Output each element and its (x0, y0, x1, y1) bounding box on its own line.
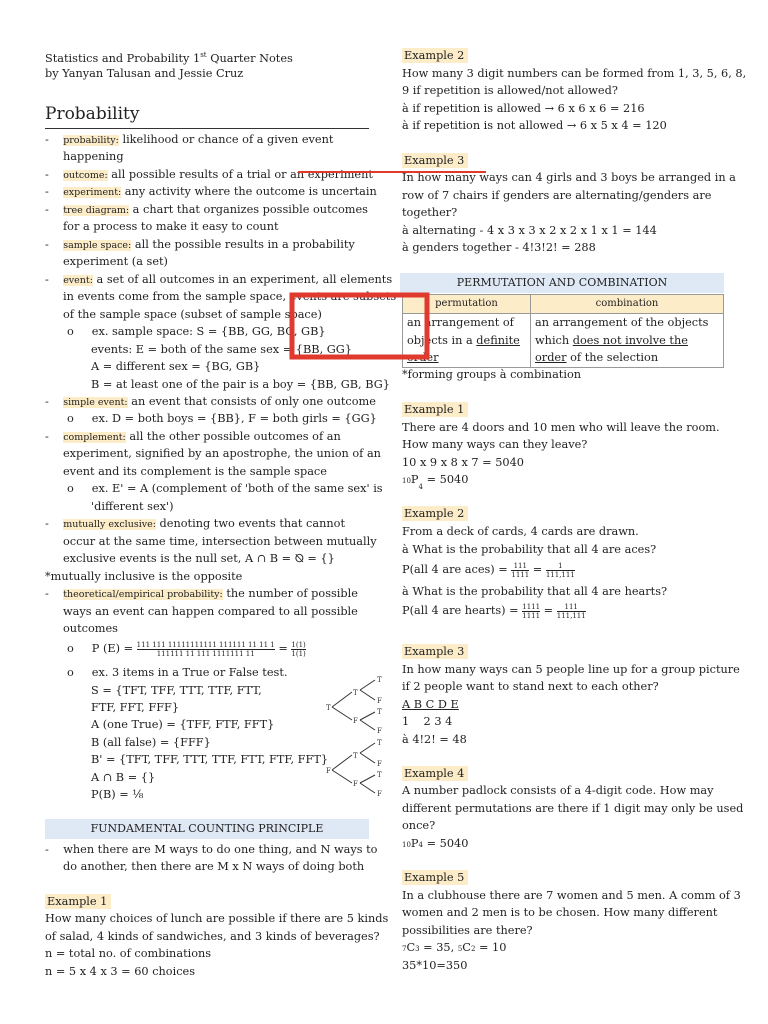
event-example-3: A = different sex = {BG, GB} (91, 360, 261, 373)
bullet-tree-diagram: - tree diagram: a chart that organizes possible outcomes (45, 203, 368, 216)
tree-node: F (377, 727, 382, 735)
doc-title: Statistics and Probability 1st Quarter Notes (45, 51, 293, 65)
event-example-2: events: E = both of the same sex = {BB, GG} (91, 343, 352, 356)
ex3-line: row of 7 chairs if genders are alternating/genders are (402, 189, 712, 202)
bullet-theoretical: - theoretical/empirical probability: the number of possible (45, 587, 358, 600)
perm-ex3-line: In how many ways can 5 people line up for a group picture (402, 663, 740, 676)
bullet-event-cont: in events come from the sample space, events are subsets (63, 290, 397, 303)
tf-example-8: P(B) = ⅛ (91, 788, 144, 801)
pc-table-combination-cell: an arrangement of the objects which does not involve the order of the selection (531, 314, 724, 368)
perm-ex2-line: à What is the probability that all 4 are hearts? (402, 585, 668, 598)
event-example-1: o ex. sample space: S = {BB, GG, BG, GB} (67, 325, 326, 338)
perm-ex5-line: possibilities are there? (402, 924, 533, 937)
ex2-line: 9 if repetition is allowed/not allowed? (402, 84, 618, 97)
tree-node: T (377, 676, 382, 684)
mutually-inclusive-note: *mutually inclusive is the opposite (45, 570, 243, 583)
tree-node: T (377, 739, 382, 747)
perm-ex1-notation: $10P_4 = 5040$ (402, 473, 469, 491)
bullet-outcome: - outcome: all possible results of a trial or an experiment (45, 168, 373, 181)
tree-node: F (377, 697, 382, 705)
complement-example-cont: 'different sex') (91, 500, 174, 513)
ex2-line: à if repetition is allowed → 6 x 6 x 6 = 216 (402, 102, 645, 115)
fcp-example-line: How many choices of lunch are possible if there are 5 kinds (45, 912, 389, 925)
tree-node: F (377, 760, 382, 768)
fcp-example-line: n = 5 x 4 x 3 = 60 choices (45, 965, 196, 978)
perm-ex1-label: Example 1 (402, 401, 468, 419)
tree-node: T (377, 708, 382, 716)
pe-fraction-2: $\frac{1(1)}{1(1)}$ (291, 640, 306, 658)
perm-ex5-line: women and 2 men is to be chosen. How many different (402, 906, 718, 919)
probability-heading: Probability (45, 104, 140, 124)
perm-ex5-line: In a clubhouse there are 7 women and 5 men. A comm of 3 (402, 889, 741, 902)
perm-ex3-line: A B C D E (402, 698, 459, 711)
tree-node-f-root: F (326, 767, 331, 775)
fcp-example-line: n = total no. of combinations (45, 947, 212, 960)
bullet-mutually-exclusive: - mutually exclusive: denoting two events that cannot (45, 517, 345, 530)
event-example-4: B = at least one of the pair is a boy = {BB, GB, BG} (91, 378, 390, 391)
perm-ex1-line: There are 4 doors and 10 men who will leave the room. (402, 421, 720, 434)
bullet-simple-event: - simple event: an event that consists of only one outcome (45, 395, 376, 408)
ex3-line: à genders together - 4!3!2! = 288 (402, 241, 596, 254)
perm-ex3-line: if 2 people want to stand next to each other? (402, 680, 659, 693)
mutually-exclusive-cont2: exclusive events is the null set, A ∩ B = ⦰ = {} (63, 552, 335, 565)
tf-example-7: A ∩ B = {} (91, 771, 156, 784)
ex2-line: à if repetition is not allowed → 6 x 5 x 4 = 120 (402, 119, 667, 132)
simple-event-example: o ex. D = both boys = {BB}, F = both girls = {GG} (67, 412, 377, 425)
forming-groups-note: *forming groups à combination (402, 368, 582, 381)
fcp-heading: FUNDAMENTAL COUNTING PRINCIPLE (45, 819, 369, 839)
perm-ex1-line: 10 x 9 x 8 x 7 = 5040 (402, 456, 524, 469)
perm-ex3-line: 1 2 3 4 (402, 715, 453, 728)
pe-formula: o P (E) = $\frac{111 111 11111111111 111111 11 11 1}{111111 11 111 1111111 11}$ = $\frac{1(1)}{1(1)}$ (67, 640, 306, 658)
bullet-tree-cont: for a process to make it easy to count (63, 220, 279, 233)
tree-node: F (353, 780, 358, 788)
perm-ex4-label: Example 4 (402, 765, 468, 783)
pc-heading: PERMUTATION AND COMBINATION (400, 273, 724, 293)
tree-node: T (353, 752, 358, 760)
perm-ex2-line: à What is the probability that all 4 are aces? (402, 543, 657, 556)
ex2-label: Example 2 (402, 47, 468, 65)
fcp-bullet-cont: do another, then there are M x N ways of doing both (63, 860, 365, 873)
bullet-event: - event: a set of all outcomes in an experiment, all elements (45, 273, 393, 286)
pe-fraction: $\frac{111 111 11111111111 111111 11 11 1}{111111 11 111 1111111 11}$ (136, 640, 275, 658)
perm-ex4-line: different permutations are there if 1 digit may only be used (402, 802, 744, 815)
perm-ex5-combinations: 7C3 = 35, 5C2 = 10 (402, 941, 507, 954)
pc-table-head-combination: combination (531, 295, 724, 314)
complement-cont2: event and its complement is the sample space (63, 465, 327, 478)
perm-ex2-label: Example 2 (402, 505, 468, 523)
tf-example-1: o ex. 3 items in a True or False test. (67, 666, 288, 679)
tree-node: F (377, 790, 382, 798)
bullet-experiment: - experiment: any activity where the outcome is uncertain (45, 185, 377, 198)
tf-example-2: S = {TFT, TFF, TTT, TTF, FTT, (91, 684, 262, 697)
perm-ex3-line: à 4!2! = 48 (402, 733, 467, 746)
theoretical-cont2: outcomes (63, 622, 118, 635)
bullet-probability: - probability: likelihood or chance of a given event (45, 133, 334, 146)
complement-cont: experiment, signified by an apostrophe, the union of an (63, 447, 381, 460)
tree-diagram (320, 670, 390, 805)
perm-ex4-notation: 10P4 = 5040 (402, 837, 469, 850)
fcp-bullet: - when there are M ways to do one thing, and N ways to (45, 843, 378, 856)
tree-node-t-root: T (326, 704, 331, 712)
bullet-sample-cont: experiment (a set) (63, 255, 168, 268)
tree-node: T (377, 771, 382, 779)
perm-ex1-line: How many ways can they leave? (402, 438, 588, 451)
fcp-example-label: Example 1 (45, 893, 111, 911)
perm-ex4-line: A number padlock consists of a 4-digit code. How may (402, 784, 714, 797)
tf-example-6: B' = {TFT, TFF, TTT, TTF, FTT, FTF, FFT} (91, 753, 329, 766)
ex3-line: In how many ways can 4 girls and 3 boys be arranged in a (402, 171, 736, 184)
bullet-sample-space: - sample space: all the possible results in a probability (45, 238, 355, 251)
perm-ex5-label: Example 5 (402, 869, 468, 887)
heading-rule (45, 128, 369, 129)
tree-node: T (353, 689, 358, 697)
ex3-label: Example 3 (402, 152, 468, 170)
pc-table (402, 294, 724, 368)
ex2-line: How many 3 digit numbers can be formed from 1, 3, 5, 6, 8, (402, 67, 747, 80)
ex3-line: together? (402, 206, 458, 219)
mutually-exclusive-cont: occur at the same time, intersection between mutually (63, 535, 377, 548)
perm-ex4-line: once? (402, 819, 436, 832)
perm-ex2-hearts: P(all 4 are hearts) = $\frac{1111}{1111}$ = $\frac{111}{111,111}$ (402, 602, 586, 620)
pc-table-permutation-cell: an arrangement of objects in a definite order (403, 314, 531, 368)
tf-example-4: A (one True) = {TFF, FTF, FFT} (91, 718, 275, 731)
doc-authors: by Yanyan Talusan and Jessie Cruz (45, 67, 244, 80)
tree-node: F (353, 717, 358, 725)
perm-ex2-aces: P(all 4 are aces) = $\frac{111}{1111}$ = $\frac{1}{111,111}$ (402, 561, 575, 579)
tf-example-3: FTF, FFT, FFF} (91, 701, 180, 714)
tf-example-5: B (all false) = {FFF} (91, 736, 211, 749)
bullet-complement: - complement: all the other possible outcomes of an (45, 430, 341, 443)
perm-ex5-result: 35*10=350 (402, 959, 468, 972)
fcp-example-line: of salad, 4 kinds of sandwiches, and 3 kinds of beverages? (45, 930, 380, 943)
pc-table-head-permutation: permutation (403, 295, 531, 314)
complement-example: o ex. E' = A (complement of 'both of the same sex' is (67, 482, 383, 495)
bullet-event-cont2: of the sample space (subset of sample space) (63, 308, 322, 321)
theoretical-cont: ways an event can happen compared to all possible (63, 605, 358, 618)
perm-ex2-line: From a deck of cards, 4 cards are drawn. (402, 525, 639, 538)
bullet-probability-cont: happening (63, 150, 124, 163)
perm-ex3-label: Example 3 (402, 643, 468, 661)
ex3-line: à alternating - 4 x 3 x 3 x 2 x 2 x 1 x 1 = 144 (402, 224, 657, 237)
